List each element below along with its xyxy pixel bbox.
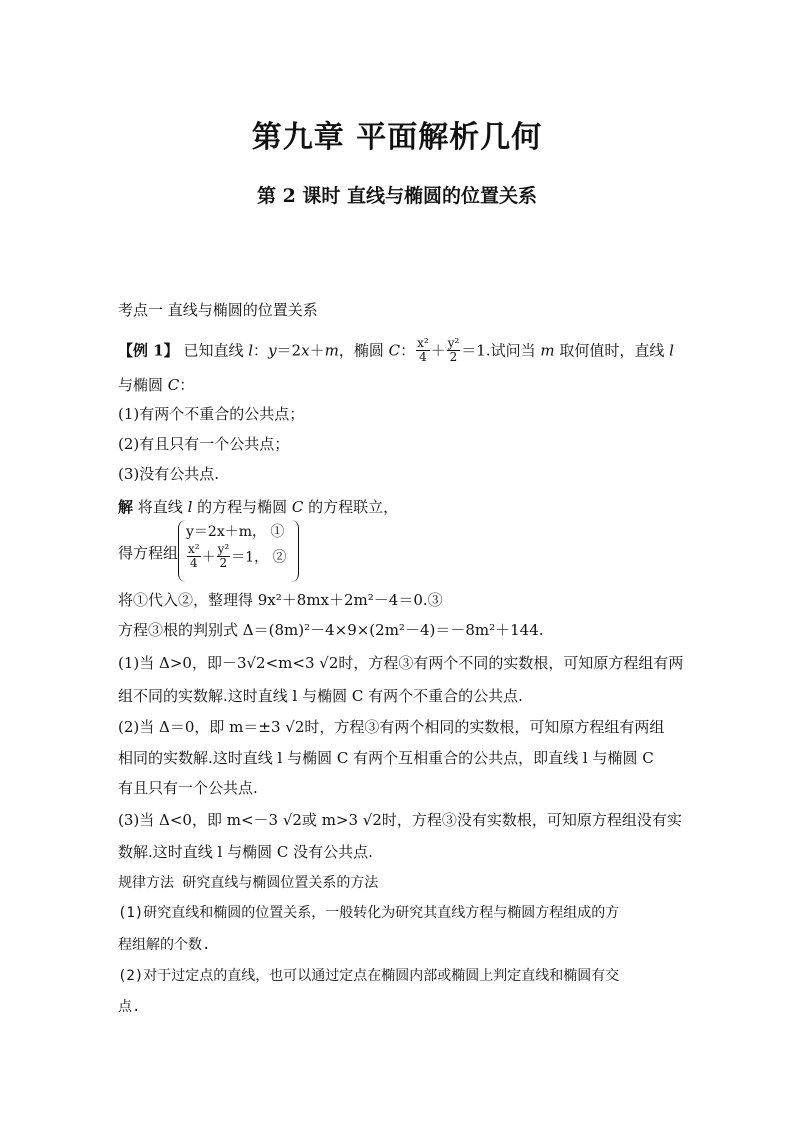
var-l: l (669, 341, 674, 360)
var-m: m (324, 341, 339, 360)
fraction-x2-over-4 (416, 337, 430, 364)
text: 将直线 (133, 498, 188, 516)
text: ＝1， ② (231, 549, 287, 566)
right-brace (290, 520, 299, 582)
method-line-4: 点. (118, 999, 141, 1015)
solution-line-10: (3)当 Δ<0，即 m<－3 √2或 m>3 √2时，方程③没有实数根，可知原方程组没有实 (118, 811, 682, 829)
frac-den: 2 (449, 350, 458, 364)
var-m: m (540, 341, 555, 360)
method-line-3: (2)对于过定点的直线，也可以通过定点在椭圆内部或椭圆上判定直线和椭圆有交 (118, 968, 620, 984)
solution-line-9: 有且只有一个公共点. (118, 779, 258, 797)
text: ： (253, 341, 269, 360)
solution-line-7: (2)当 Δ＝0，即 m＝±3 √2时，方程③有两个相同的实数根，可知原方程组有两组 (118, 718, 665, 736)
solution-line-3: 将①代入②，整理得 9x²＋8mx＋2m²－4＝0.③ (118, 591, 443, 609)
frac-den: 4 (419, 350, 427, 364)
system-row-2 (186, 544, 287, 571)
var-l: l (248, 341, 254, 360)
section-title: 考点一 直线与椭圆的位置关系 (118, 301, 318, 319)
text: ＋ (430, 341, 446, 360)
example-line-1 (118, 338, 674, 365)
question-2: (2)有且只有一个公共点； (118, 435, 290, 453)
text: 与椭圆 (118, 376, 168, 394)
lesson-title: 第 2 课时 直线与椭圆的位置关系 (256, 185, 538, 207)
example-line-2 (118, 375, 194, 395)
method-line-2: 程组解的个数. (118, 937, 211, 953)
frac-num: x² (188, 542, 200, 556)
text: 的方程联立， (303, 498, 399, 516)
var-c: C (167, 376, 180, 394)
solution-tag: 解 (118, 498, 134, 516)
text: 已知直线 (183, 341, 249, 360)
var-l: l (187, 498, 193, 516)
fraction-y2-over-2 (447, 337, 461, 364)
solution-line-1 (118, 497, 398, 517)
text: ： (400, 341, 416, 360)
frac-num: y² (217, 542, 230, 556)
frac-num: x² (417, 336, 429, 350)
text: ＝1.试问当 (461, 341, 541, 360)
solution-line-4: 方程③根的判别式 Δ＝(8m)²－4×9×(2m²－4)＝－8m²＋144. (118, 621, 544, 639)
example-tag: 【例 1】 (118, 341, 179, 360)
system-row-1: y＝2x＋m， ① (186, 524, 285, 540)
text: ： (179, 376, 195, 394)
frac-den: 4 (189, 556, 198, 570)
method-title: 规律方法 研究直线与椭圆位置关系的方法 (118, 875, 379, 891)
system-label: 得方程组 (118, 544, 179, 562)
frac-den: 2 (219, 556, 228, 570)
text: ＋ (309, 341, 325, 360)
solution-line-11: 数解.这时直线 l 与椭圆 C 没有公共点. (118, 843, 373, 861)
var-c: C (291, 498, 304, 516)
var-x: x (301, 341, 310, 360)
fraction-x2-over-4 (187, 543, 201, 570)
text: ＝2 (276, 341, 302, 360)
solution-line-8: 相同的实数解.这时直线 l 与椭圆 C 有两个互相重合的公共点，即直线 l 与椭圆 C (118, 749, 654, 767)
var-c: C (388, 341, 401, 360)
chapter-title: 第九章 平面解析几何 (251, 120, 543, 155)
frac-num: y² (447, 336, 460, 350)
fraction-y2-over-2 (217, 543, 231, 570)
text: ，椭圆 (338, 341, 389, 360)
text: ＋ (201, 549, 216, 566)
question-3: (3)没有公共点. (118, 465, 220, 483)
method-line-1: (1)研究直线和椭圆的位置关系，一般转化为研究其直线方程与椭圆方程组成的方 (118, 905, 620, 921)
solution-line-6: 组不同的实数解.这时直线 l 与椭圆 C 有两个不重合的公共点. (118, 687, 523, 705)
text: 的方程与椭圆 (192, 498, 292, 516)
question-1: (1)有两个不重合的公共点； (118, 405, 305, 423)
text: 取何值时，直线 (554, 341, 670, 360)
var-y: y (268, 341, 277, 360)
solution-line-5: (1)当 Δ>0，即－3√2<m<3 √2时，方程③有两个不同的实数根，可知原方程组有两 (118, 654, 684, 672)
